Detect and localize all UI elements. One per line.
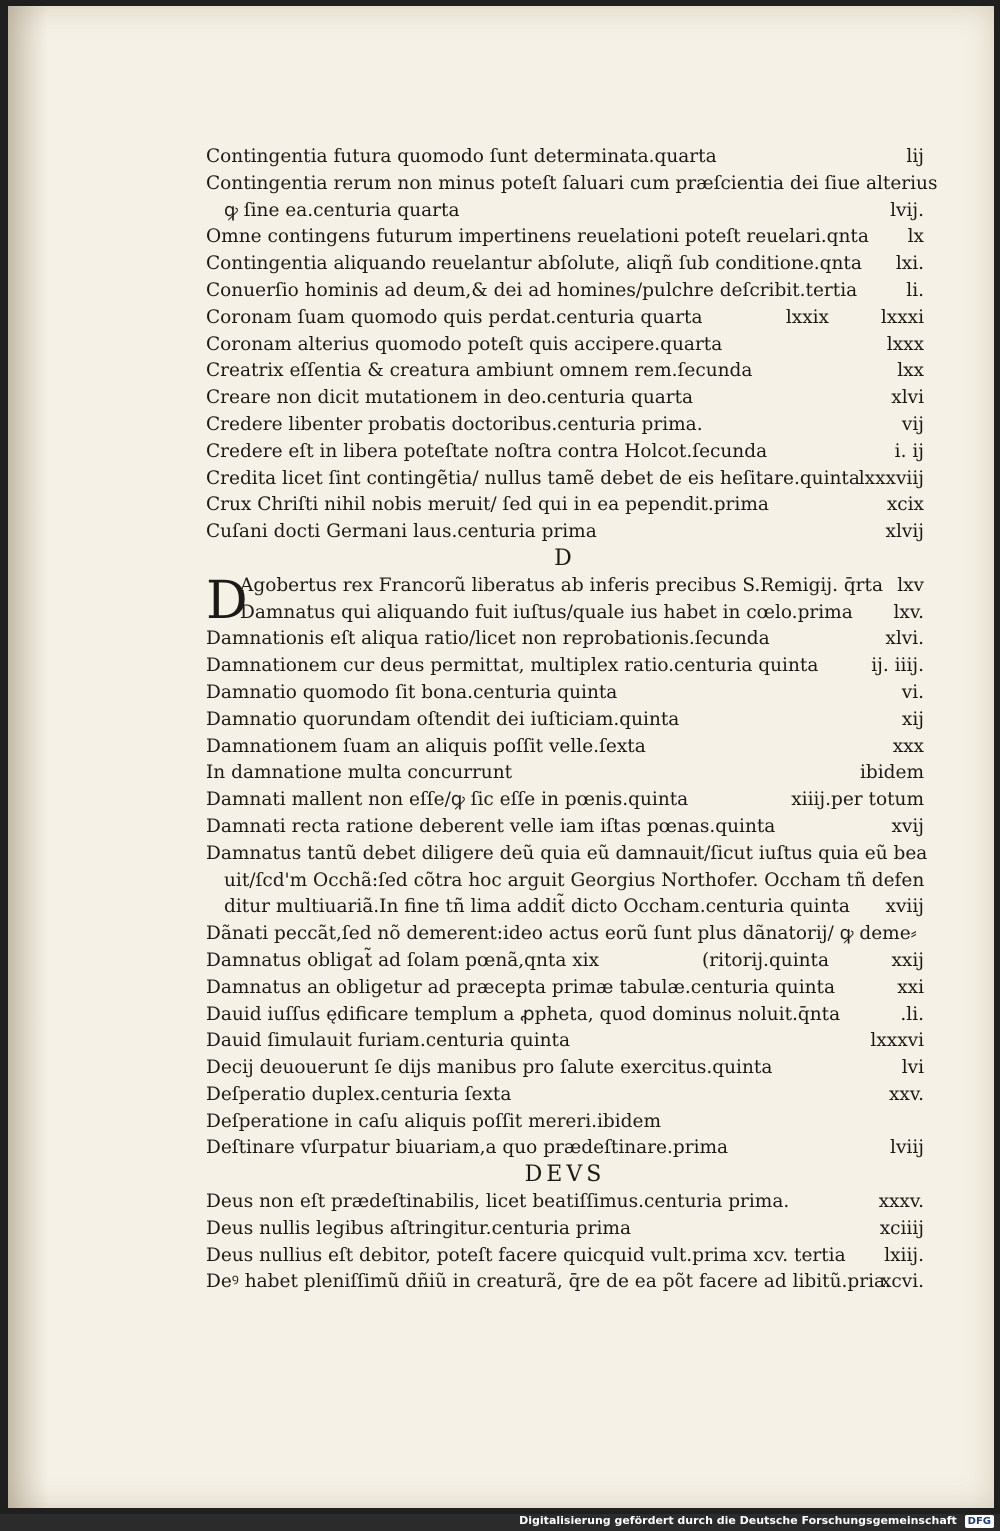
index-entry xyxy=(206,1109,924,1136)
index-entry xyxy=(206,921,924,948)
index-entry xyxy=(206,332,924,359)
entry-reference: xxij xyxy=(891,949,924,971)
entry-text: Omne contingens futurum impertinens reuelationi poteſt reuelari.qnta xyxy=(206,226,869,248)
index-entry xyxy=(206,814,924,841)
index-entry xyxy=(206,1189,924,1216)
entry-text: Cuſani docti Germani laus.centuria prima xyxy=(206,521,597,543)
entry-text: Agobertus rex Francorũ liberatus ab inferis precibus S.Remigij. q̄rta xyxy=(240,574,883,596)
index-entry xyxy=(206,680,924,707)
entry-reference: i. ij xyxy=(894,440,924,462)
entry-text: Contingentia aliquando reuelantur abſolute, aliqñ ſub conditione.qnta xyxy=(206,253,862,275)
entry-text: Deſperatione in caſu aliquis poſſit mereri.ibidem xyxy=(206,1110,662,1132)
index-entry xyxy=(206,412,924,439)
entry-text: Damnationis eſt aliqua ratio/licet non reprobationis.ſecunda xyxy=(206,628,770,650)
index-entry xyxy=(206,841,928,868)
entry-reference: lxxxi xyxy=(880,306,924,328)
entry-reference: lxx xyxy=(897,360,924,382)
entry-text: Decij deuouerunt ſe dijs manibus pro ſalute exercitus.quinta xyxy=(206,1057,773,1079)
entry-text: Deſtinare vſurpatur biuariam,a quo prædeſtinare.prima xyxy=(206,1137,729,1159)
entry-text: Contingentia rerum non minus poteſt ſaluari cum præſcientia dei ſiue alterius xyxy=(206,172,938,194)
digitization-footer xyxy=(519,1513,994,1529)
dfg-logo: DFG xyxy=(965,1515,994,1528)
entry-reference: lx xyxy=(907,226,924,248)
entry-reference: lvi xyxy=(901,1057,924,1079)
entry-text: Contingentia futura quomodo ſunt determinata.quarta xyxy=(206,146,717,167)
entry-text: Damnatio quomodo ſit bona.centuria quinta xyxy=(206,681,618,703)
index-entry xyxy=(206,868,924,895)
index-entry xyxy=(206,975,924,1002)
book-page xyxy=(8,6,994,1508)
index-entry xyxy=(206,251,924,278)
index-entry xyxy=(206,466,924,493)
entry-reference: lxxx xyxy=(886,333,924,355)
entry-text: Dauid ſimulauit furiam.centuria quinta xyxy=(206,1030,571,1052)
entry-text: Damnatus tantũ debet diligere deũ quia eũ damnauit/ſicut iuſtus quia eũ bea xyxy=(206,842,928,864)
index-entry xyxy=(206,278,924,305)
entry-text: Deus non eſt prædeſtinabilis, licet beatiſſimus.centuria prima. xyxy=(206,1191,790,1213)
entry-reference: li. xyxy=(906,279,924,301)
index-entry xyxy=(206,1269,924,1296)
section-heading-deus: DEVS xyxy=(524,1162,606,1188)
index-entry xyxy=(206,707,924,734)
entry-text: Damnatio quorundam oſtendit dei iuſticiam.quinta xyxy=(206,708,680,730)
entry-text: Creare non dicit mutationem in deo.centuria quarta xyxy=(206,387,694,409)
index-entry xyxy=(206,1055,924,1082)
entry-text: ditur multiuariã.In fine tñ lima addit̃ dicto Occham.centuria quinta xyxy=(224,896,850,918)
index-entry xyxy=(206,787,924,814)
entry-reference: lij xyxy=(906,146,924,167)
entry-text: Credita licet ſint contingẽtia/ nullus tamẽ debet de eis heſitare.quinta xyxy=(206,467,860,489)
index-entry xyxy=(206,1002,924,1029)
index-entry xyxy=(206,198,924,225)
entry-reference: lxxxviij xyxy=(858,467,924,489)
index-entry xyxy=(206,519,924,546)
index-entry xyxy=(206,144,924,171)
entry-text: Dãnati peccãt,ſed nõ demerent:ideo actus eorũ ſunt plus dãnatorij/ ꝙ deme⸗ xyxy=(206,923,917,945)
entry-text: Damnationem ſuam an aliquis poſſit velle.ſexta xyxy=(206,735,646,757)
entry-reference: xxx xyxy=(892,735,924,757)
entry-reference-secondary: lxxix xyxy=(785,306,829,328)
entry-reference: xviij xyxy=(885,896,924,918)
index-entry xyxy=(206,1216,924,1243)
entry-text: ꝙ ſine ea.centuria quarta xyxy=(224,199,460,221)
index-entry xyxy=(206,1135,924,1162)
entry-text: Conuerſio hominis ad deum,& dei ad homines/pulchre deſcribit.tertia xyxy=(206,279,858,301)
entry-reference: xlvi xyxy=(891,387,924,409)
index-group-deus xyxy=(206,1189,924,1296)
index-entry xyxy=(206,948,924,975)
entry-text: Damnatus an obligetur ad præcepta primæ tabulæ.centuria quinta xyxy=(206,976,836,998)
index-entry xyxy=(206,224,924,251)
entry-text: Damnatus obligat̃ ad ſolam pœnã,qnta xix xyxy=(206,949,600,971)
index-entry xyxy=(206,492,924,519)
entry-reference: lxv. xyxy=(893,601,924,623)
section-heading-d: D xyxy=(554,545,576,571)
entry-reference: xlvi. xyxy=(885,628,924,650)
entry-text: Credere libenter probatis doctoribus.centuria prima. xyxy=(206,413,703,435)
entry-text: Creatrix eſſentia & creatura ambiunt omnem rem.ſecunda xyxy=(206,360,753,382)
entry-text: Credere eſt in libera poteſtate noſtra contra Holcot.ſecunda xyxy=(206,440,768,462)
index-entry xyxy=(206,734,924,761)
entry-reference: xcvi. xyxy=(880,1271,924,1293)
entry-reference: xvij xyxy=(891,815,924,837)
entry-text: Damnati recta ratione deberent velle iam iſtas pœnas.quinta xyxy=(206,815,776,837)
entry-reference: lviij xyxy=(890,1137,924,1159)
entry-reference: lxi. xyxy=(895,253,924,275)
footer-text: Digitalisierung gefördert durch die Deutsche Forschungsgemeinschaft xyxy=(519,1514,957,1527)
entry-reference: xciiij xyxy=(879,1217,924,1239)
entry-reference: xcix xyxy=(886,494,924,516)
entry-reference: vij xyxy=(901,413,924,435)
index-entry xyxy=(206,385,924,412)
index-entry xyxy=(206,894,924,921)
index-entry xyxy=(206,171,938,198)
entry-text: Damnati mallent non eſſe/ꝙ ſic eſſe in pœnis.quinta xyxy=(206,789,689,811)
entry-reference-secondary: (ritorij.quinta xyxy=(702,949,829,971)
entry-text: uit/ſcd'm Occhã:ſed cõtra hoc arguit Georgius Northofer. Occham tñ defen xyxy=(224,869,925,891)
entry-text: Dauid iuſſus ędificare templum a ꝓpheta, quod dominus noluit.q̄nta xyxy=(206,1003,841,1025)
index-entry xyxy=(206,305,924,332)
index-entry xyxy=(206,760,924,787)
entry-text: Damnatus qui aliquando fuit iuſtus/quale ius habet in cœlo.prima xyxy=(240,601,853,623)
entry-reference: xiiij.per totum xyxy=(791,789,924,811)
entry-text: Coronam alterius quomodo poteſt quis accipere.quarta xyxy=(206,333,723,355)
entry-text: In damnatione multa concurrunt xyxy=(206,762,513,784)
entry-text: Deus nullius eſt debitor, poteſt facere quicquid vult.prima xcv. tertia xyxy=(206,1244,846,1266)
index-group-d xyxy=(206,600,928,1163)
entry-text: Damnationem cur deus permittat, multiplex ratio.centuria quinta xyxy=(206,655,819,677)
entry-reference: lxxxvi xyxy=(870,1030,924,1052)
entry-reference: xlvij xyxy=(885,521,924,543)
index-entry xyxy=(206,358,924,385)
entry-text: Deꝰ habet pleniſſimũ dñiũ in creaturã, q̄re de ea põt facere ad libitũ.pria. xyxy=(206,1271,891,1293)
entry-reference: xxv. xyxy=(888,1083,924,1105)
entry-reference: .li. xyxy=(900,1003,924,1025)
index-entry xyxy=(206,653,924,680)
index-group-c xyxy=(206,144,938,546)
index-entry xyxy=(206,1028,924,1055)
entry-reference: xxxv. xyxy=(878,1191,924,1213)
entry-text: Deus nullis legibus aſtringitur.centuria prima xyxy=(206,1217,631,1239)
index-entry xyxy=(206,439,924,466)
entry-reference: lxv xyxy=(897,574,924,596)
entry-reference: lxiij. xyxy=(884,1244,924,1266)
entry-reference: xij xyxy=(901,708,924,730)
entry-reference: xxi xyxy=(897,976,924,998)
entry-text: Deſperatio duplex.centuria ſexta xyxy=(206,1083,512,1105)
index-entry xyxy=(206,1082,924,1109)
entry-reference: vi. xyxy=(901,681,924,703)
index-entry xyxy=(206,626,924,653)
entry-reference: ij. iiij. xyxy=(871,655,924,677)
index-entry xyxy=(206,1243,924,1270)
entry-reference: lvij. xyxy=(890,199,924,221)
entry-reference: ibidem xyxy=(859,762,924,784)
index-text-block xyxy=(206,144,938,1296)
entry-text: Coronam ſuam quomodo quis perdat.centuria quarta xyxy=(206,306,703,328)
dropcap-d: D xyxy=(206,570,248,631)
entry-text: Crux Chriſti nihil nobis meruit/ ſed qui in ea pependit.prima xyxy=(206,494,769,516)
index-entry xyxy=(206,600,924,627)
